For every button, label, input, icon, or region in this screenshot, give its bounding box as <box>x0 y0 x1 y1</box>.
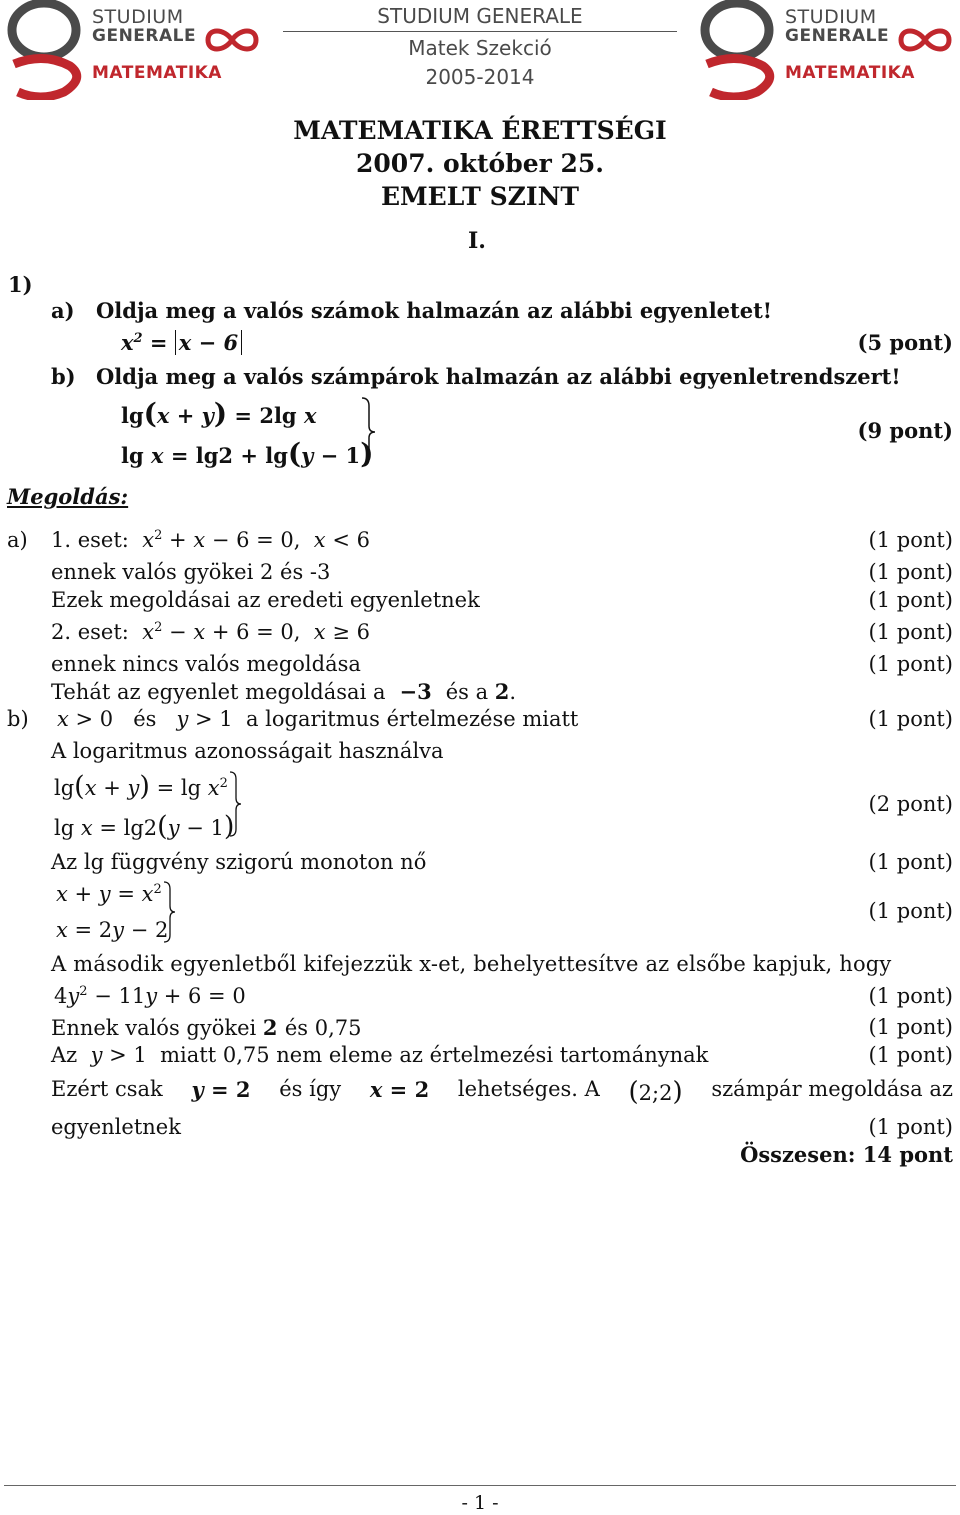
page-number: - 1 - <box>461 1492 499 1514</box>
b-line6-prefix: Az <box>51 1043 78 1067</box>
problem-a-points: (5 pont) <box>857 330 953 355</box>
solution-b-system2-eq1: $x + y = x^2$ <box>56 882 162 906</box>
solution-b-line7 <box>51 1077 953 1107</box>
problem-a-label: a) <box>51 298 75 323</box>
header-center-title-3: 2005-2014 <box>425 65 535 89</box>
b-line7-c: lehetséges. A <box>457 1077 600 1101</box>
solution-a-label: a) <box>7 528 28 552</box>
logo-left <box>4 0 269 100</box>
solution-a-point-1: (1 pont) <box>868 528 953 552</box>
logo-matematika-text: MATEMATIKA <box>785 63 915 83</box>
system1-brace-icon <box>228 770 242 838</box>
studium-generale-logo-icon <box>4 0 86 100</box>
solution-b-line2: A logaritmus azonosságait használva <box>51 739 444 763</box>
problem-b-points: (9 pont) <box>857 418 953 443</box>
solution-heading: Megoldás: <box>7 484 129 509</box>
solution-a-case2 <box>51 620 370 644</box>
logo-matematika-text: MATEMATIKA <box>92 63 222 83</box>
solution-b-line5: Ennek valós gyökei 2 és 0,75 <box>51 1015 362 1040</box>
b-line7-pair: (2;2) <box>628 1077 683 1107</box>
case1-prefix: 1. eset: <box>51 528 129 552</box>
exam-title: MATEMATIKA ÉRETTSÉGI <box>293 116 667 145</box>
problem-b-equation-2: lg x = lg2 + lg(y − 1) <box>121 437 374 470</box>
problem-b-text: Oldja meg a valós számpárok halmazán az alábbi egyenletrendszert! <box>96 364 901 389</box>
a-result-mid: és a <box>445 680 489 704</box>
solution-a-case1 <box>51 528 370 552</box>
solution-a-line2: ennek valós gyökei 2 és -3 <box>51 560 331 584</box>
solution-b-system2-eq2: x = 2y − 2 <box>56 918 169 942</box>
solution-a-point-5: (1 pont) <box>868 652 953 676</box>
solution-a-point-3: (1 pont) <box>868 588 953 612</box>
solution-b-system1-eq2: lg x = lg2(y − 1) <box>54 811 235 842</box>
case2-prefix: 2. eset: <box>51 620 129 644</box>
b-line5-suffix: és 0,75 <box>284 1016 362 1040</box>
solution-b-point-6: (1 pont) <box>868 1015 953 1039</box>
solution-b-point-1: (1 pont) <box>868 707 953 731</box>
solution-a-line5: ennek nincs valós megoldása <box>51 652 361 676</box>
infinity-icon <box>895 26 955 54</box>
header-rule <box>283 31 677 32</box>
problem-b-brace-icon <box>360 396 376 468</box>
logo-generale-text: GENERALE <box>785 26 890 46</box>
solution-a-point-4: (1 pont) <box>868 620 953 644</box>
problem-b-label: b) <box>51 364 76 389</box>
solution-b-point-5: (1 pont) <box>868 984 953 1008</box>
exam-date: 2007. október 25. <box>356 149 604 178</box>
b-line7-b: és így <box>279 1077 342 1101</box>
solution-total: Összesen: 14 pont <box>740 1142 953 1167</box>
header-center-title-2: Matek Szekció <box>408 36 552 60</box>
solution-b-point-2: (2 pont) <box>868 792 953 816</box>
header-center-title-1: STUDIUM GENERALE <box>377 4 583 28</box>
a-result-prefix: Tehát az egyenlet megoldásai a <box>51 680 386 704</box>
logo-generale-text: GENERALE <box>92 26 197 46</box>
footer-rule <box>4 1485 956 1486</box>
exam-level: EMELT SZINT <box>380 182 580 211</box>
solution-a-line6: Tehát az egyenlet megoldásai a −3 és a 2. <box>51 679 517 704</box>
b-line6-suffix: miatt 0,75 nem eleme az értelmezési tartománynak <box>160 1043 709 1067</box>
solution-a-point-2: (1 pont) <box>868 560 953 584</box>
solution-b-label: b) <box>7 707 29 731</box>
studium-generale-logo-icon <box>697 0 779 100</box>
solution-b-line8: egyenletnek <box>51 1115 181 1139</box>
system2-brace-icon <box>162 880 176 944</box>
solution-b-line3: Az lg függvény szigorú monoton nő <box>51 850 427 874</box>
b-line7-y: y = 2 <box>191 1077 251 1102</box>
logo-studium-text: STUDIUM <box>92 6 184 28</box>
b-line5-prefix: Ennek valós gyökei <box>51 1016 257 1040</box>
solution-a-line3: Ezek megoldásai az eredeti egyenletnek <box>51 588 480 612</box>
b-line7-d: számpár megoldása az <box>711 1077 953 1101</box>
b-line7-x: x = 2 <box>369 1077 430 1102</box>
case2-equation: $x^2 - x + 6 = 0$, x ≥ 6 <box>142 620 370 644</box>
solution-b-line6: Az y > 1 miatt 0,75 nem eleme az értelmezési tartománynak <box>51 1043 709 1067</box>
logo-right <box>697 0 960 100</box>
problem-b-equation-1: lg(x + y) = 2lg x <box>121 397 317 430</box>
solution-b-point-8: (1 pont) <box>868 1115 953 1139</box>
infinity-icon <box>202 26 262 54</box>
b-line1-mid: és <box>133 707 157 731</box>
solution-b-point-4: (1 pont) <box>868 899 953 923</box>
logo-studium-text: STUDIUM <box>785 6 877 28</box>
solution-b-quadratic: $4y^2 - 11y + 6 = 0$ <box>54 984 246 1008</box>
case1-equation: $x^2 + x - 6 = 0$, x < 6 <box>142 528 370 552</box>
problem-a-text: Oldja meg a valós számok halmazán az alábbi egyenletet! <box>96 298 773 323</box>
problem-a-equation: $x^2 = x - 6$ <box>121 330 242 355</box>
b-line1-suffix: a logaritmus értelmezése miatt <box>245 707 579 731</box>
solution-b-line4: A második egyenletből kifejezzük x-et, behelyettesítve az elsőbe kapjuk, hogy <box>51 952 892 976</box>
b-line7-a: Ezért csak <box>51 1077 163 1101</box>
problem-number: 1) <box>8 272 33 297</box>
solution-b-point-7: (1 pont) <box>868 1043 953 1067</box>
solution-b-point-3: (1 pont) <box>868 850 953 874</box>
part-number: I. <box>468 228 486 254</box>
solution-b-line1: x > 0 és y > 1 a logaritmus értelmezése miatt <box>57 707 579 731</box>
solution-b-system1-eq1: $\lg(x + y) = \lg x^2$ <box>54 771 228 802</box>
